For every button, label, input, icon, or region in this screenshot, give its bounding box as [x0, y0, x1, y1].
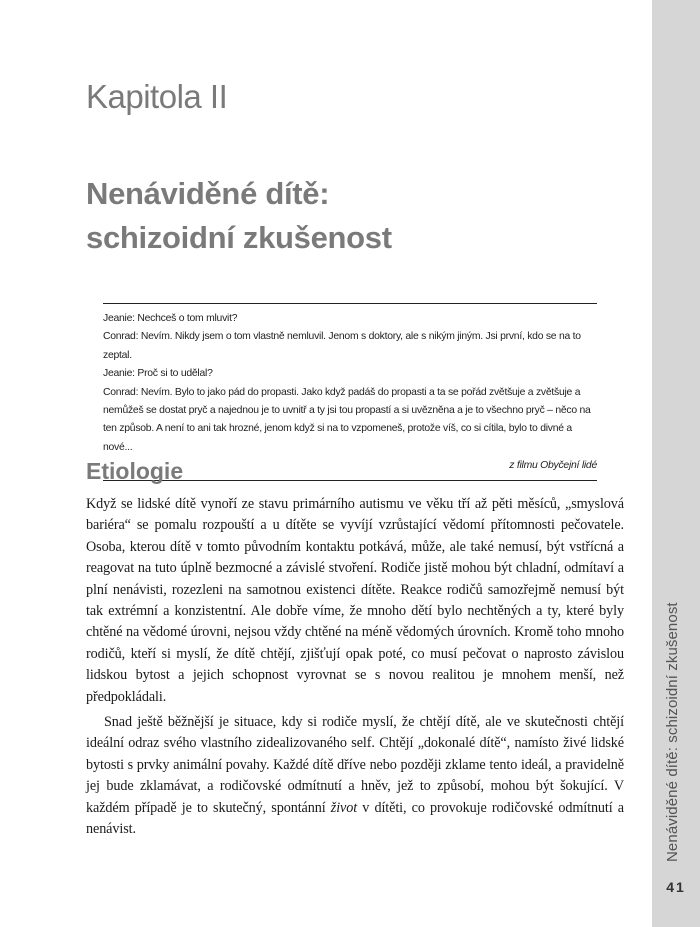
- epigraph-line: Jeanie: Proč si to udělal?: [103, 368, 213, 380]
- chapter-label: Kapitola II: [86, 78, 228, 115]
- body-paragraph-text: Snad ještě běžnější je situace, kdy si rodiče myslí, že chtějí dítě, ale ve skutečnosti chtějí ideální odraz svého vlastního zidealizovaného self. Chtějí „dokonalé dítě“, namísto živé lidské bytosti s prvky animální povahy. Každé dítě dříve nebo později zklame tento ideál, a pravidelně jej bude zklamávat, a rodičovské odmítnutí a hněv, jež to způsobí, mohou být šokující. V každém případě je to skutečný, spontánní: [86, 714, 624, 816]
- epigraph-line: Jeanie: Nechceš o tom mluvit?: [103, 313, 238, 324]
- epigraph-source: z filmu Obyčejní lidé: [509, 460, 597, 472]
- body-emphasis: život: [330, 799, 358, 816]
- body-text: [86, 494, 624, 841]
- body-paragraph: Když se lidské dítě vynoří ze stavu primárního autismu ve věku tří až pěti měsíců, „smyslová bariéra“ se pomalu rozpouští a u dítěte se vyvíjí vzrůstající vědomí přítomnosti pečovatele. Osoba, kterou dítě v tomto původním kontaktu potkává, může, ale také nemusí, být vstřícná a reagovat na tuto úplně bezmocné a závislé stvoření. Rodiče jistě mohou být chladní, odmítaví a plní nenávisti, rozezleni na samotnou existenci dítěte. Reakce rodičů samozřejmě nemusí být tak extrémní a konzistentní. Ale dobře víme, že mnoho dětí bylo nechtěných a ty, které byly chtěné na vědomé úrovni, nejsou vždy chtěné na méně vědomých úrovních. Kromě toho mnoho rodičů, kteří si myslí, že dítě chtějí, zjišťují opak poté, co musí pečovat o naprosto závislou lidskou bytost a jejich schopnost vyrovnat se s novou realitou je mnohem menší, než předpokládali.: [86, 496, 624, 705]
- running-title-text: Nenáviděné dítě: schizoidní zkušenost: [664, 602, 681, 862]
- chapter-title: [86, 172, 392, 260]
- epigraph-line: Conrad: Nevím. Nikdy jsem o tom vlastně nemluvil. Jenom s doktory, ale s nikým jiným. Jsi první, kdo se na to zeptal.: [103, 331, 581, 361]
- epigraph-box: [103, 303, 597, 481]
- chapter-title-line-1: Nenáviděné dítě:: [86, 176, 330, 211]
- page-number: 41: [666, 879, 686, 895]
- section-heading: Etiologie: [86, 458, 184, 484]
- running-title: [652, 602, 700, 862]
- body-paragraph-ending: v dítěti, co provokuje rodičovské odmítnutí a nenávist.: [86, 799, 625, 838]
- chapter-title-line-2: schizoidní zkušenost: [86, 220, 392, 255]
- body-paragraph: [86, 712, 624, 840]
- epigraph-line: Conrad: Nevím. Bylo to jako pád do propasti. Jako když padáš do propasti a ta se pořád zvětšuje a zvětšuje a nemůžeš se dostat pryč a najednou je to uvnitř a ty jsi tou propastí a si uvězněna a je to všechno pryč – něco na ten způsob. A není to ani tak hrozné, jenom když si na to vzpomeneš, protože víš, co si cítila, bylo to divné a nové...: [103, 386, 591, 453]
